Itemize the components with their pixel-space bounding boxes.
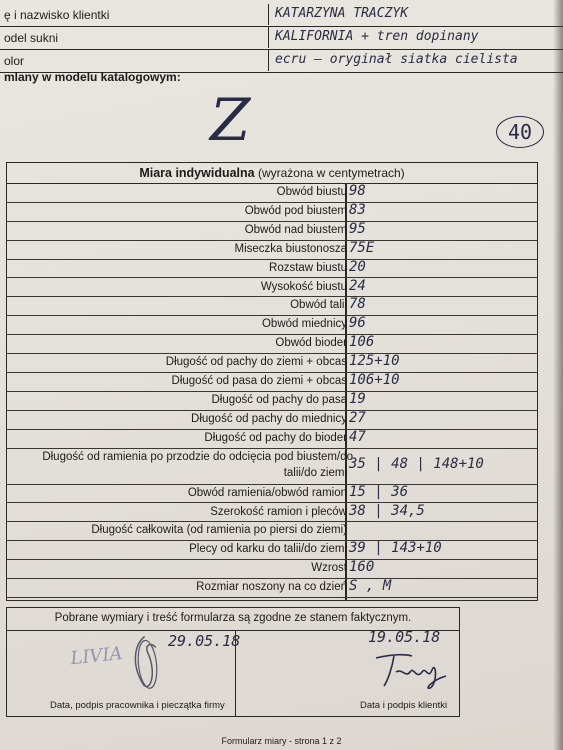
measurement-row <box>7 578 537 598</box>
measurement-value: 83 <box>349 201 366 218</box>
measurement-value: 27 <box>349 409 366 426</box>
measurement-row <box>7 296 537 316</box>
measurement-value: 75E <box>349 239 375 256</box>
page-footer: Formularz miary - strona 1 z 2 <box>221 736 342 746</box>
measurement-value: 38 | 34,5 <box>349 502 425 519</box>
measurement-value: 106 <box>349 334 375 351</box>
measurement-label: Rozstaw biustu <box>269 261 347 274</box>
measurement-value: 95 <box>349 220 366 237</box>
measurement-value: 98 <box>349 183 366 199</box>
measurement-label: Rozmiar noszony na co dzień <box>196 581 347 594</box>
circled-number: 40 <box>496 116 544 148</box>
measurement-value: 15 | 36 <box>349 483 409 500</box>
measurement-row <box>7 372 537 392</box>
measurement-label: Obwód bioder <box>275 337 347 350</box>
measurement-row <box>7 448 537 485</box>
measurement-value: 19 <box>349 390 366 407</box>
measurement-label: Obwód talii <box>290 299 347 312</box>
header-bold: Miara indywidualna <box>139 166 255 180</box>
measurement-label: Szerokość ramion i pleców <box>210 505 347 518</box>
signature-scribble-icon <box>124 632 170 694</box>
model-changes-label: mlany w modelu katalogowym: <box>4 70 181 84</box>
measurement-row <box>7 503 537 523</box>
measurement-value: 125+10 <box>349 353 400 370</box>
measurement-row <box>7 353 537 373</box>
measurement-row <box>7 259 537 279</box>
measurement-value: 160 <box>349 559 375 576</box>
model-changes-value: Z <box>210 86 251 154</box>
field-value: KALIFORNIA + tren dopinany <box>268 27 479 48</box>
measurement-label: Wzrost <box>311 562 347 575</box>
measurement-row <box>7 183 537 203</box>
measurement-label: Wysokość biustu <box>260 280 347 293</box>
measurement-label: Obwód miednicy <box>261 318 347 331</box>
client-signature-icon <box>372 650 452 690</box>
field-dress-model <box>0 27 563 50</box>
measurement-row <box>7 484 537 504</box>
measurement-label: Długość od pachy do miednicy <box>191 412 347 425</box>
measurement-label: Długość od pachy do bioder <box>204 431 347 444</box>
measurement-row <box>7 202 537 222</box>
measurement-value: 35 | 48 | 148+10 <box>349 455 484 472</box>
caption-employee: Data, podpis pracownika i pieczątka firmy <box>50 700 225 711</box>
measurement-value: 78 <box>349 296 366 313</box>
measurement-row <box>7 391 537 411</box>
field-label: olor <box>4 54 25 68</box>
measurement-row <box>7 559 537 579</box>
measurement-value: 106+10 <box>349 372 400 388</box>
client-date: 19.05.18 <box>368 628 441 646</box>
caption-client: Data i podpis klientki <box>360 700 448 711</box>
measurement-value: 47 <box>349 428 366 445</box>
measurement-row <box>7 334 537 354</box>
measurement-label: Miseczka biustonosza <box>234 242 347 255</box>
measurement-label: Długość całkowita (od ramienia po piersi do ziemi) <box>91 524 347 537</box>
measurement-row <box>7 221 537 241</box>
measurement-row <box>7 278 537 298</box>
measurement-value: 39 | 143+10 <box>349 540 442 557</box>
employee-date: 29.05.18 <box>168 632 241 650</box>
measurement-value: 24 <box>349 277 366 294</box>
measurement-label: Obwód biustu <box>276 186 347 198</box>
measurement-row <box>7 410 537 430</box>
field-value: ecru – oryginał siatka cielista <box>268 50 518 71</box>
field-value: KATARZYNA TRACZYK <box>268 4 408 25</box>
measurement-label: Długość od pachy do ziemi + obcas <box>165 356 347 369</box>
stamp-text: LIVIA <box>69 642 124 670</box>
measurement-value: 20 <box>349 258 366 275</box>
measurements-table <box>6 162 538 601</box>
field-label: ę i nazwisko klientki <box>4 8 110 22</box>
measurement-row <box>7 315 537 335</box>
measurement-label: Obwód nad biustem <box>244 223 347 236</box>
measurement-value: 96 <box>349 315 366 332</box>
measurement-label: Plecy od karku do talii/do ziemi <box>189 543 347 556</box>
measurement-row <box>7 429 537 449</box>
field-label: odel sukni <box>4 31 59 45</box>
measurement-label: Obwód ramienia/obwód ramion <box>187 486 347 499</box>
measurement-label: Długość od ramienia po przodzie do odcięcia pod biustem/do <box>42 450 353 463</box>
measurement-label: Obwód pod biustem <box>244 204 347 217</box>
measurement-row <box>7 521 537 541</box>
measurement-label: Długość od pachy do pasa <box>211 393 347 406</box>
measurement-label: Długość od pasa do ziemi + obcas <box>171 375 347 387</box>
measurements-header <box>7 163 537 184</box>
measurement-label-cont: talii/do ziemi <box>283 466 347 479</box>
field-client-name <box>0 4 563 27</box>
measurement-row <box>7 540 537 560</box>
signature-title: Pobrane wymiary i treść formularza są zgodne ze stanem faktycznym. <box>54 612 412 624</box>
measurement-row <box>7 240 537 260</box>
measurement-value: S , M <box>349 578 392 595</box>
header-note: (wyrażona w centymetrach) <box>257 166 405 180</box>
